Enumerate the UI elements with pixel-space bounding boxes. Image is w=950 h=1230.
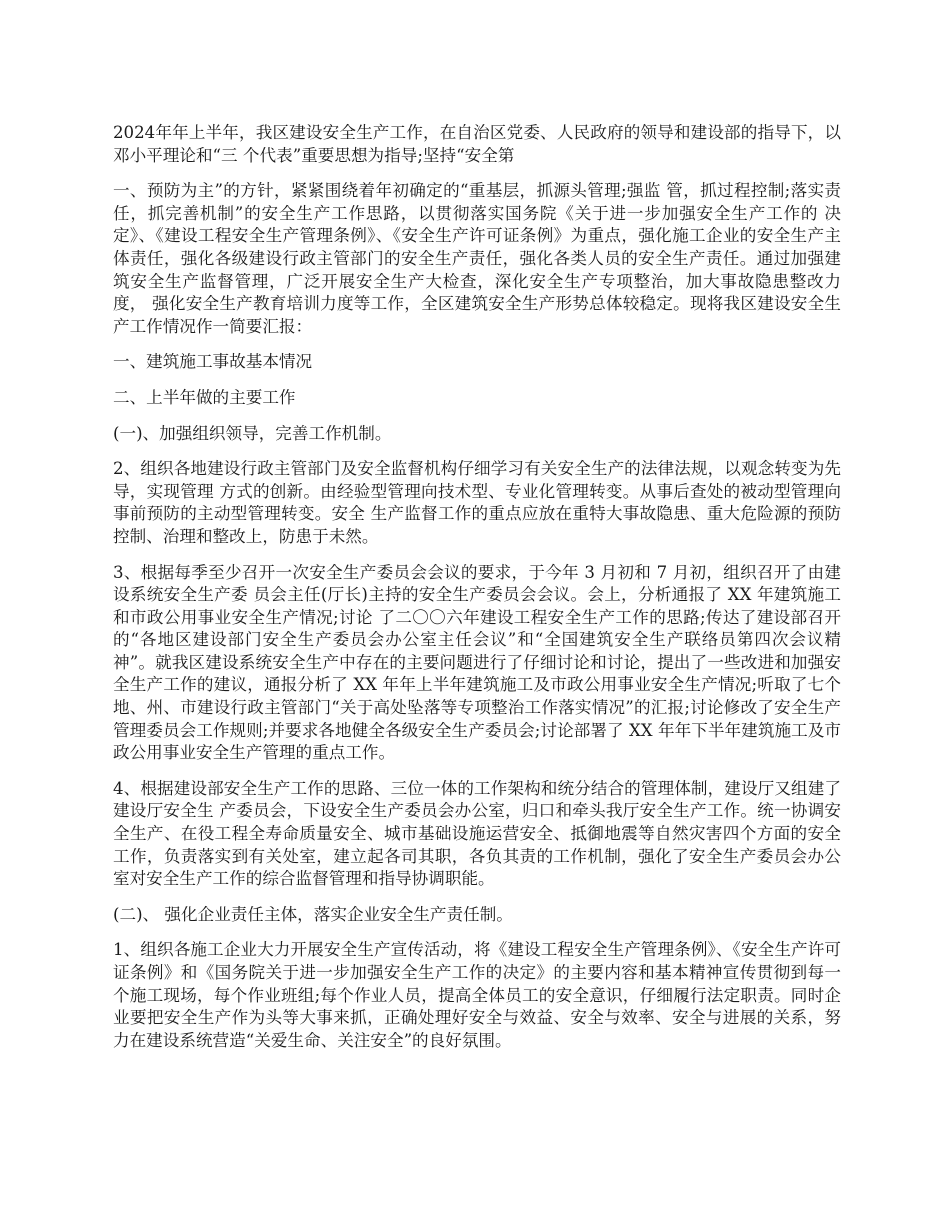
section-heading-1: 一、建筑施工事故基本情况 bbox=[113, 352, 313, 372]
section-heading-2: 二、上半年做的主要工作 bbox=[113, 387, 296, 407]
intro-paragraph: 2024年年上半年，我区建设安全生产工作，在自治区党委、人民政府的领导和建设部的指导下，以邓小平理论和“三 个代表”重要思想为指导;坚持“安全第 bbox=[113, 123, 841, 165]
item-paragraph-3: 3、根据每季至少召开一次安全生产委员会会议的要求，于今年 3 月初和 7 月初，组织召开了由建设系统安全生产委 员会主任(厅长)主持的安全生产委员会会议。会上，分析通报了 XX 年建筑施工和市政公用事业安全生产情况;讨论 了二〇〇六年建设工程安全生产工作的思路;传达了建设部召开的“各地区建设部门安全生产委员会办公室主任会议”和“全国建筑安全生产联络员第四次会议精神”。就我区建设系统安全生产中存在的主要问题进行了仔细讨论和讨论，提出了一些改进和加强安全生产工作的建议，通报分析了 XX 年年上半年建筑施工及市政公用事业安全生产情况;听取了七个地、州、市建设行政主管部门“关于高处坠落等专项整治工作落实情况”的汇报;讨论修改了安全生产管理委员会工作规则;并要求各地健全各级安全生产委员会;讨论部署了 XX 年年下半年建筑施工及市政公用事业安全生产管理的重点工作。 bbox=[113, 562, 841, 763]
policy-paragraph: 一、预防为主”的方针，紧紧围绕着年初确定的“重基层，抓源头管理;强监 管，抓过程控制;落实责任，抓完善机制”的安全生产工作思路，以贯彻落实国务院《关于进一步加强安全生产工作的 决定》、《建设工程安全生产管理条例》、《安全生产许可证条例》为重点，强化施工企业的安全生产主体责任，强化各级建设行政主管部门的安全生产责任，强化各类人员的安全生产责任。通过加强建筑安全生产监督管理，广泛开展安全生产大检查，深化安全生产专项整治，加大事故隐患整改力度， 强化安全生产教育培训力度等工作，全区建筑安全生产形势总体较稳定。现将我区建设安全生产工作情况作一简要汇报： bbox=[113, 181, 841, 336]
item-paragraph-1: 1、组织各施工企业大力开展安全生产宣传活动，将《建设工程安全生产管理条例》、《安全生产许可证条例》和《国务院关于进一步加强安全生产工作的决定》的主要内容和基本精神宣传贯彻到每一个施工现场，每个作业班组;每个作业人员，提高全体员工的安全意识，仔细履行法定职责。同时企业要把安全生产作为头等大事来抓，正确处理好安全与效益、安全与效率、安全与进展的关系，努力在建设系统营造“关爱生命、关注安全”的良好氛围。 bbox=[113, 940, 841, 1050]
item-paragraph-4: 4、根据建设部安全生产工作的思路、三位一体的工作架构和统分结合的管理体制，建设厅又组建了建设厅安全生 产委员会，下设安全生产委员会办公室，归口和牵头我厅安全生产工作。统一协调安全生产、在役工程全寿命质量安全、城市基础设施运营安全、抵御地震等自然灾害四个方面的安全工作，负责落实到有关处室，建立起各司其职，各负其责的工作机制，强化了安全生产委员会办公室对安全生产工作的综合监督管理和指导协调职能。 bbox=[113, 778, 841, 889]
item-paragraph-2: 2、组织各地建设行政主管部门及安全监督机构仔细学习有关安全生产的法律法规，以观念转变为先导，实现管理 方式的创新。由经验型管理向技术型、专业化管理转变。从事后查处的被动型管理向事前预防的主动型管理转变。安全 生产监督工作的重点应放在重特大事故隐患、重大危险源的预防控制、治理和整改上，防患于未然。 bbox=[113, 459, 841, 546]
document-body bbox=[113, 122, 841, 1065]
subsection-heading-2: (二)、 强化企业责任主体，落实企业安全生产责任制。 bbox=[113, 904, 513, 924]
subsection-heading-1: (一)、加强组织领导，完善工作机制。 bbox=[113, 423, 392, 443]
